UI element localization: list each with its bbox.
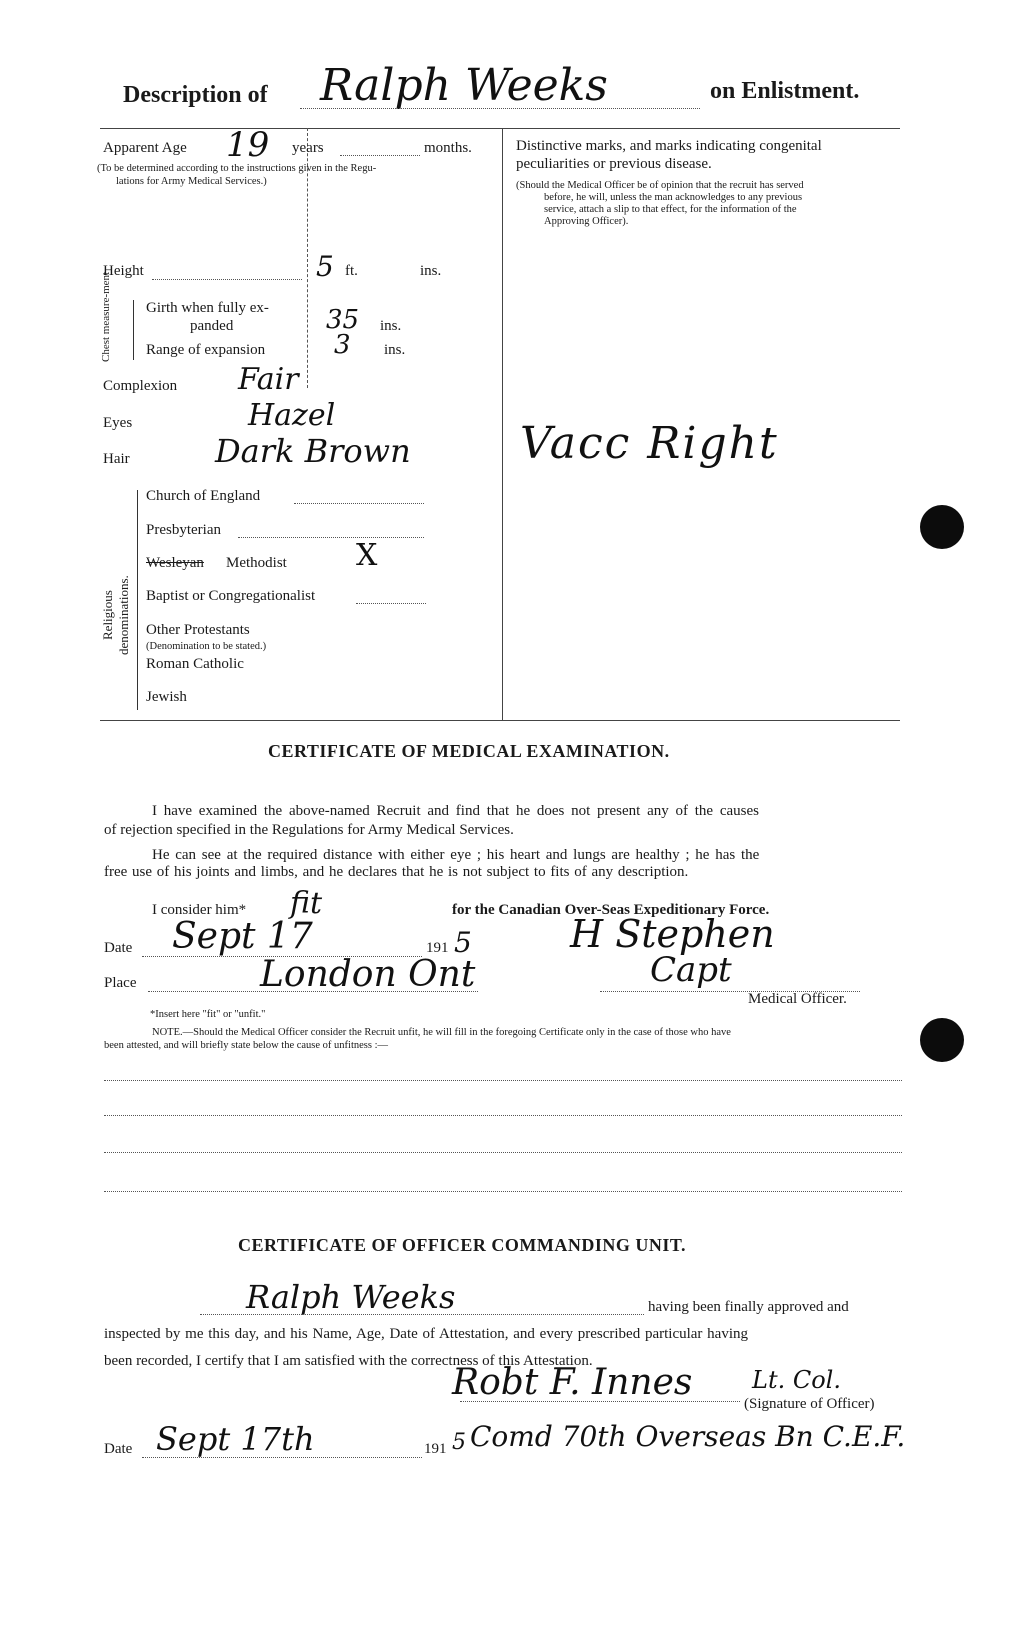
- range-label: Range of expansion: [146, 342, 266, 358]
- medical-place-label: Place: [104, 975, 137, 991]
- years-label: years: [292, 140, 324, 156]
- column-divider: [502, 128, 503, 720]
- religion-item: Presbyterian: [146, 522, 221, 538]
- religion-item: Other Protestants: [146, 622, 250, 638]
- girth-ins-label: ins.: [380, 318, 402, 334]
- signature-label: (Signature of Officer): [744, 1396, 875, 1412]
- commanding-unit-value: Comd 70th Overseas Bn C.E.F.: [470, 1420, 906, 1453]
- unfitness-line: [104, 1080, 902, 1081]
- medical-signature-rank: Capt: [650, 950, 732, 990]
- commanding-name-value: Ralph Weeks: [246, 1278, 456, 1316]
- girth-label-1: Girth when fully ex-: [146, 300, 269, 316]
- religion-item: Baptist or Congregationalist: [146, 588, 316, 604]
- section-rule: [100, 720, 900, 721]
- signature-dots: [460, 1401, 740, 1402]
- religion-item-struck: Wesleyan: [146, 555, 204, 571]
- hair-label: Hair: [103, 451, 130, 467]
- eyes-value: Hazel: [248, 398, 336, 433]
- height-dots: [152, 279, 302, 280]
- unfitness-line: [104, 1152, 902, 1153]
- commanding-rank: Lt. Col.: [752, 1366, 841, 1394]
- marks-note-4: Approving Officer).: [544, 216, 629, 227]
- ins-label: ins.: [420, 263, 442, 279]
- religion-mark: X: [356, 538, 378, 573]
- religion-dots: [238, 537, 424, 538]
- months-label: months.: [424, 140, 472, 156]
- complexion-label: Complexion: [103, 378, 178, 394]
- insert-note: *Insert here "fit" or "unfit.": [150, 1009, 266, 1020]
- medical-p2-line2: free use of his joints and limbs, and he declares that he is not subject to fits of any description.: [104, 864, 689, 880]
- apparent-age-label: Apparent Age: [103, 140, 187, 156]
- religion-note: (Denomination to be stated.): [146, 641, 267, 652]
- age-note-2: lations for Army Medical Services.): [116, 176, 267, 187]
- header-suffix: on Enlistment.: [710, 78, 860, 104]
- top-rule: [100, 128, 900, 129]
- months-dots: [340, 155, 420, 156]
- marks-note-2: before, he will, unless the man acknowledges to any previous: [544, 192, 803, 203]
- header-prefix: Description of: [123, 82, 268, 108]
- medical-note-1: NOTE.—Should the Medical Officer consider the Recruit unfit, he will fill in the foregoing Certificate only in the case of those who have: [152, 1027, 731, 1038]
- commanding-date-value: Sept 17th: [156, 1420, 315, 1458]
- unfitness-line: [104, 1191, 902, 1192]
- range-ins-label: ins.: [384, 342, 406, 358]
- religion-item: Methodist: [226, 555, 287, 571]
- religion-item: Jewish: [146, 689, 187, 705]
- marks-note-3: service, attach a slip to that effect, for the information of the: [544, 204, 797, 215]
- chest-brace: [133, 300, 134, 360]
- medical-officer-label: Medical Officer.: [748, 991, 847, 1007]
- punch-hole: [920, 505, 964, 549]
- medical-p1-line1: I have examined the above-named Recruit and find that he does not present any of the causes: [152, 803, 759, 819]
- recruit-name: Ralph Weeks: [320, 60, 608, 111]
- marks-title-2: peculiarities or previous disease.: [516, 156, 712, 172]
- marks-title-1: Distinctive marks, and marks indicating congenital: [516, 138, 822, 154]
- punch-hole: [920, 1018, 964, 1062]
- religion-item: Church of England: [146, 488, 261, 504]
- consider-tail: for the Canadian Over-Seas Expeditionary Force.: [452, 902, 770, 918]
- range-value: 3: [334, 330, 351, 360]
- girth-value: 35: [326, 305, 360, 335]
- commanding-line2: inspected by me this day, and his Name, Age, Date of Attestation, and every prescribed particular having: [104, 1326, 749, 1342]
- religion-label-1: Religious: [100, 590, 115, 640]
- medical-place-value: London Ont: [260, 954, 476, 995]
- religion-dots: [294, 503, 424, 504]
- commanding-title: CERTIFICATE OF OFFICER COMMANDING UNIT.: [238, 1235, 687, 1255]
- commanding-year-value: 5: [452, 1430, 466, 1455]
- religion-item: Roman Catholic: [146, 656, 244, 672]
- medical-date-value: Sept 17: [172, 916, 313, 957]
- eyes-label: Eyes: [103, 415, 133, 431]
- ft-label: ft.: [345, 263, 358, 279]
- medical-p2-line1: He can see at the required distance with either eye ; his heart and lungs are healthy ; he has the: [152, 847, 760, 863]
- commanding-line3: been recorded, I certify that I am satisfied with the correctness of this Attestation.: [104, 1353, 593, 1369]
- hair-value: Dark Brown: [215, 432, 411, 470]
- age-note-1: (To be determined according to the instructions given in the Regu-: [97, 163, 377, 174]
- girth-label-2: panded: [190, 318, 234, 334]
- commanding-year-prefix: 191: [424, 1441, 447, 1457]
- marks-note-1: (Should the Medical Officer be of opinion that the recruit has served: [516, 180, 804, 191]
- commanding-date-label: Date: [104, 1441, 133, 1457]
- medical-year-prefix: 191: [426, 940, 449, 956]
- unfitness-line: [104, 1115, 902, 1116]
- consider-value: fit: [290, 886, 323, 921]
- commanding-signature: Robt F. Innes: [452, 1362, 693, 1403]
- religion-label-2: denominations.: [116, 575, 131, 655]
- name-dots: [200, 1314, 644, 1315]
- medical-note-2: been attested, and will briefly state below the cause of unfitness :—: [104, 1040, 388, 1051]
- religion-brace: [137, 490, 138, 710]
- medical-year-value: 5: [454, 926, 472, 959]
- header-dotted-line: [300, 108, 700, 109]
- commanding-line1-tail: having been finally approved and: [648, 1299, 849, 1315]
- chest-side-label: Chest measure-ment: [100, 271, 112, 362]
- height-value: 5: [316, 250, 334, 283]
- medical-signature: H Stephen: [570, 912, 775, 956]
- medical-title: CERTIFICATE OF MEDICAL EXAMINATION.: [268, 741, 670, 761]
- religion-dots: [356, 603, 426, 604]
- medical-date-label: Date: [104, 940, 133, 956]
- complexion-value: Fair: [238, 362, 299, 397]
- age-value: 19: [226, 125, 270, 165]
- marks-value: Vacc Right: [520, 418, 779, 469]
- height-label: Height: [103, 263, 144, 279]
- consider-label: I consider him*: [152, 902, 247, 918]
- medical-p1-line2: of rejection specified in the Regulations for Army Medical Services.: [104, 822, 514, 838]
